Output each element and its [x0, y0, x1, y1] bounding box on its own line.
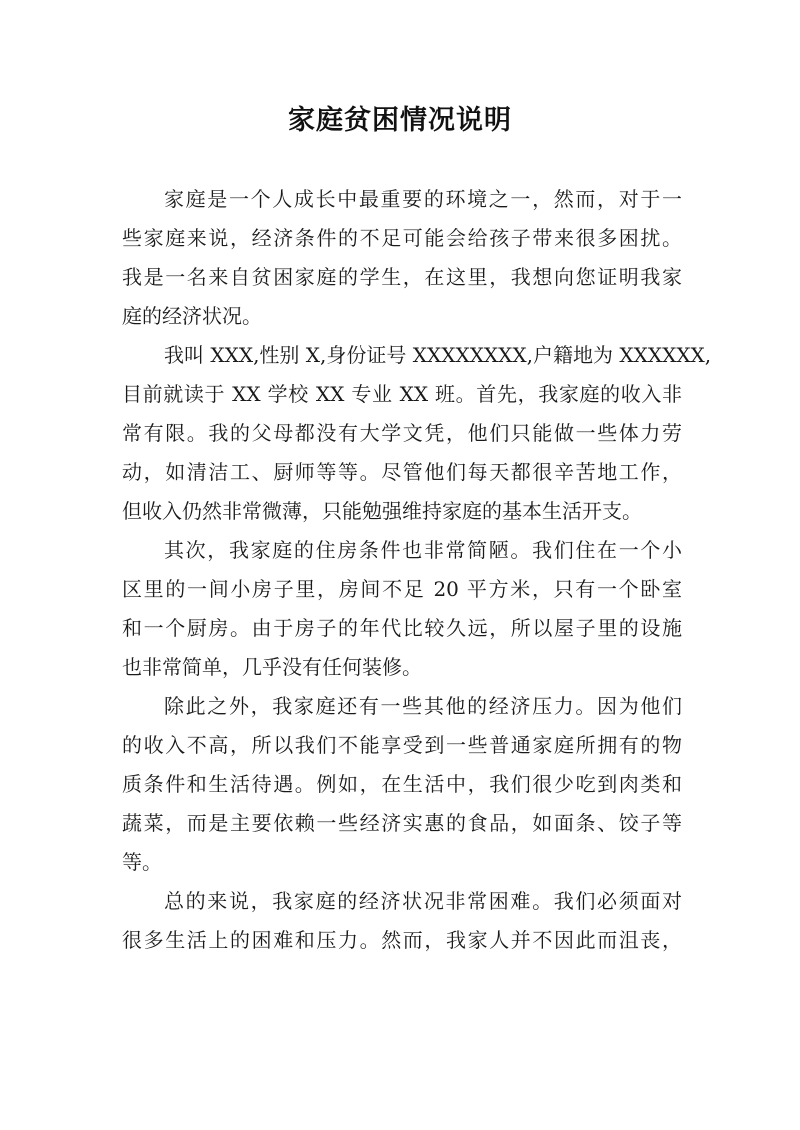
- paragraph-line: 常有限。我的父母都没有大学文凭，他们只能做一些体力劳: [122, 421, 682, 445]
- paragraph-line: 总的来说，我家庭的经济状况非常困难。我们必须面对: [164, 889, 682, 913]
- paragraph-line: 蔬菜，而是主要依赖一些经济实惠的食品，如面条、饺子等: [122, 811, 682, 835]
- paragraph-line: 动，如清洁工、厨师等等。尽管他们每天都很辛苦地工作，: [122, 460, 682, 484]
- paragraph-line: 很多生活上的困难和压力。然而，我家人并不因此而沮丧，: [122, 928, 682, 952]
- paragraph-line: 区里的一间小房子里，房间不足 20 平方米，只有一个卧室: [122, 577, 682, 601]
- paragraph-2: [122, 336, 712, 531]
- paragraph-line: 我是一名来自贫困家庭的学生，在这里，我想向您证明我家: [122, 265, 682, 289]
- paragraph-1: [122, 180, 682, 336]
- paragraph-5: [122, 882, 682, 960]
- document-body: [122, 180, 712, 960]
- paragraph-line: 和一个厨房。由于房子的年代比较久远，所以屋子里的设施: [122, 616, 682, 640]
- paragraph-line: 庭的经济状况。: [122, 304, 262, 328]
- paragraph-line: 其次，我家庭的住房条件也非常简陋。我们住在一个小: [164, 538, 682, 562]
- paragraph-line: 等。: [122, 850, 162, 874]
- paragraph-line: 但收入仍然非常微薄，只能勉强维持家庭的基本生活开支。: [122, 499, 642, 523]
- paragraph-4: [122, 687, 682, 882]
- document-title: 家庭贫困情况说明: [288, 105, 512, 136]
- paragraph-line: 除此之外，我家庭还有一些其他的经济压力。因为他们: [164, 694, 682, 718]
- paragraph-line: 家庭是一个人成长中最重要的环境之一，然而，对于一: [164, 187, 682, 211]
- paragraph-line: 我叫 XXX,性别 X,身份证号 XXXXXXXX,户籍地为 XXXXXX,: [164, 343, 712, 367]
- paragraph-line: 目前就读于 XX 学校 XX 专业 XX 班。首先，我家庭的收入非: [122, 382, 682, 406]
- paragraph-line: 也非常简单，几乎没有任何装修。: [122, 655, 422, 679]
- paragraph-line: 质条件和生活待遇。例如，在生活中，我们很少吃到肉类和: [122, 772, 682, 796]
- paragraph-line: 的收入不高，所以我们不能享受到一些普通家庭所拥有的物: [122, 733, 682, 757]
- paragraph-3: [122, 531, 682, 687]
- paragraph-line: 些家庭来说，经济条件的不足可能会给孩子带来很多困扰。: [122, 226, 682, 250]
